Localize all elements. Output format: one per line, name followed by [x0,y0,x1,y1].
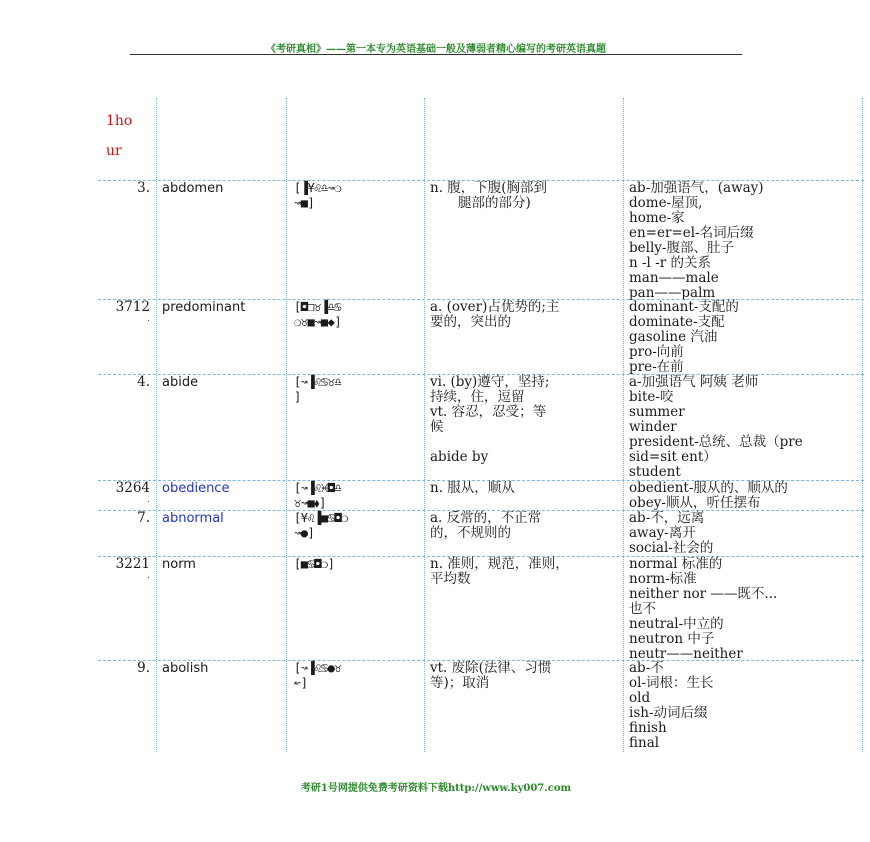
mnemonic-line: ish-动词后缀 [629,705,708,721]
meaning [430,181,616,211]
mnemonic-line: norm-标准 [629,571,697,587]
phonetic [294,375,420,405]
row-number-text: 3712 [115,299,150,315]
mnemonic-line: normal 标准的 [629,556,723,572]
meaning-line: vt. 废除(法律、习惯 [430,660,552,676]
row-number [98,481,150,504]
mnemonic-line: pan——palm [629,285,716,301]
mnemonic-line: dome-屋顶, [629,195,703,211]
phonetic-line: ♉↝■⬧] [294,496,326,510]
meaning [430,481,616,496]
phonetic-line: [¥♌▐■♋◘❍ [294,511,348,525]
row-number [98,300,150,323]
phonetic-line: [↝▐♌♓◘♎ [294,481,342,495]
first-row-label-2: ur [106,143,122,159]
mnemonic-line: neither nor ——既不... [629,586,778,602]
meaning [430,375,616,465]
mnemonic-line: finish [629,720,667,736]
mnemonic [629,661,864,751]
phonetic [294,300,420,330]
mnemonic-line: en=er=el-名词后缀 [629,225,754,241]
mnemonic-line: man——male [629,270,719,286]
row-number-dot: . [147,571,150,581]
phonetic [294,481,420,511]
mnemonic [629,375,864,480]
mnemonic-line: neutr——neither [629,646,743,662]
mnemonic-line: dominate-支配 [629,314,725,330]
row-number [98,557,150,580]
mnemonic-line: obedient-服从的、顺从的 [629,480,788,496]
mnemonic [629,481,864,511]
page-footer: 考研1号网提供免费考研资料下载http://www.ky007.com [300,783,572,794]
meaning-line: 等)；取消 [430,675,490,691]
row-number-first [106,106,146,166]
phonetic-line: [↝▐♌♋●♉ [294,661,342,675]
row-number [98,511,150,526]
phonetic-line: [▐¥♌♎↝❍ [294,181,342,195]
phonetic-line: [◘❒♉▐♎♋ [294,300,342,314]
mnemonic [629,557,864,662]
table-row [98,660,864,753]
meaning-line: 要的，突出的 [430,314,511,330]
mnemonic-line: ab-不，远离 [629,510,705,526]
meaning-line: abide by [430,449,489,465]
headword[interactable]: obedience [162,481,230,496]
mnemonic [629,511,864,556]
mnemonic-line: old [629,690,651,706]
header-rule [130,54,742,55]
headword: predominant [162,300,246,315]
mnemonic-line: ol-词根：生长 [629,675,714,691]
mnemonic-line: final [629,735,660,751]
headword[interactable]: abnormal [162,511,224,526]
mnemonic-line: social-社会的 [629,540,714,556]
mnemonic [629,300,864,375]
mnemonic-line: student [629,464,681,480]
meaning-line: 平均数 [430,571,471,587]
mnemonic-line: president-总统、总裁（pre [629,434,803,450]
meaning [430,300,616,330]
row-number [98,375,150,390]
mnemonic-line: sid=sit ent） [629,449,717,465]
headword: abdomen [162,181,224,196]
phonetic-line: ] [294,390,301,404]
vocabulary-table [98,98,864,752]
row-number-text: 3221 [115,556,150,572]
mnemonic-line: away-离开 [629,525,696,541]
mnemonic-line: winder [629,419,677,435]
mnemonic-line: pro-向前 [629,344,684,360]
mnemonic-line: dominant-支配的 [629,299,739,315]
phonetic-line: ❍♉■↝■◆] [294,315,342,329]
headword: abolish [162,661,209,676]
phonetic-line: ↝■] [294,196,315,210]
meaning-line: n. 服从，顺从 [430,480,515,496]
row-number-text: 3. [137,180,150,196]
meaning-line: vt. 容忍，忍受；等 [430,404,547,420]
mnemonic-line: ab-加强语气，(away) [629,180,764,196]
mnemonic-line: bite-咬 [629,389,674,405]
table-row [98,299,864,375]
page-header: 《考研真相》——第一本专为英语基础一般及薄弱者精心编写的考研英语真题 [266,44,606,55]
phonetic [294,511,420,541]
mnemonic-line: summer [629,404,685,420]
meaning [430,661,616,691]
meaning [430,511,616,541]
row-number-text: 7. [137,510,150,526]
mnemonic-line: neutron 中子 [629,631,715,647]
meaning-line [430,435,616,450]
row-number-text: 9. [137,660,150,676]
mnemonic-line: ab-不 [629,660,664,676]
row-number-text: 4. [137,374,150,390]
mnemonic-line: pre-在前 [629,359,684,375]
phonetic [294,557,420,572]
meaning-line: n. 准则，规范，准则， [430,556,569,572]
meaning-line: 候 [430,419,444,435]
phonetic-line: [↝▐♌♋♉♎ [294,375,342,389]
row-number-text: 3264 [115,480,150,496]
meaning [430,557,616,587]
phonetic-line: ↜] [294,676,308,690]
meaning-line: n. 腹，下腹(胸部到 [430,180,548,196]
table-row [98,374,864,481]
mnemonic-line: n -l -r 的关系 [629,255,711,271]
meaning-line: 的，不规则的 [430,525,511,541]
mnemonic-line: a-加强语气 阿姨 老师 [629,374,759,390]
headword: abide [162,375,199,390]
phonetic [294,181,420,211]
mnemonic-line: neutral-中立的 [629,616,724,632]
mnemonic [629,181,864,301]
phonetic [294,661,420,691]
first-row-label-1: 1ho [106,113,133,129]
mnemonic-line: gasoline 汽油 [629,329,718,345]
table-row [98,180,864,300]
phonetic-line: [■♋◘❍] [294,557,335,571]
table-row-first [98,98,864,180]
table-row [98,510,864,557]
mnemonic-line: 也不 [629,601,656,617]
mnemonic-line: belly-腹部、肚子 [629,240,734,256]
row-number-dot: . [147,495,150,505]
mnemonic-line: home-家 [629,210,685,226]
mnemonic-line: obey-顺从，听任摆布 [629,495,761,511]
headword: norm [162,557,196,572]
meaning-line: 腿部的部分) [458,195,531,211]
meaning-line: 持续，住，逗留 [430,389,525,405]
meaning-line: vi. (by)遵守，坚持; [430,374,550,390]
meaning-line: a. (over)占优势的;主 [430,299,560,315]
meaning-line: a. 反常的，不正常 [430,510,542,526]
row-number [98,661,150,676]
table-row [98,556,864,661]
row-number-dot: . [147,314,150,324]
table-row [98,480,864,511]
row-number [98,181,150,196]
phonetic-line: ↝●] [294,526,315,540]
